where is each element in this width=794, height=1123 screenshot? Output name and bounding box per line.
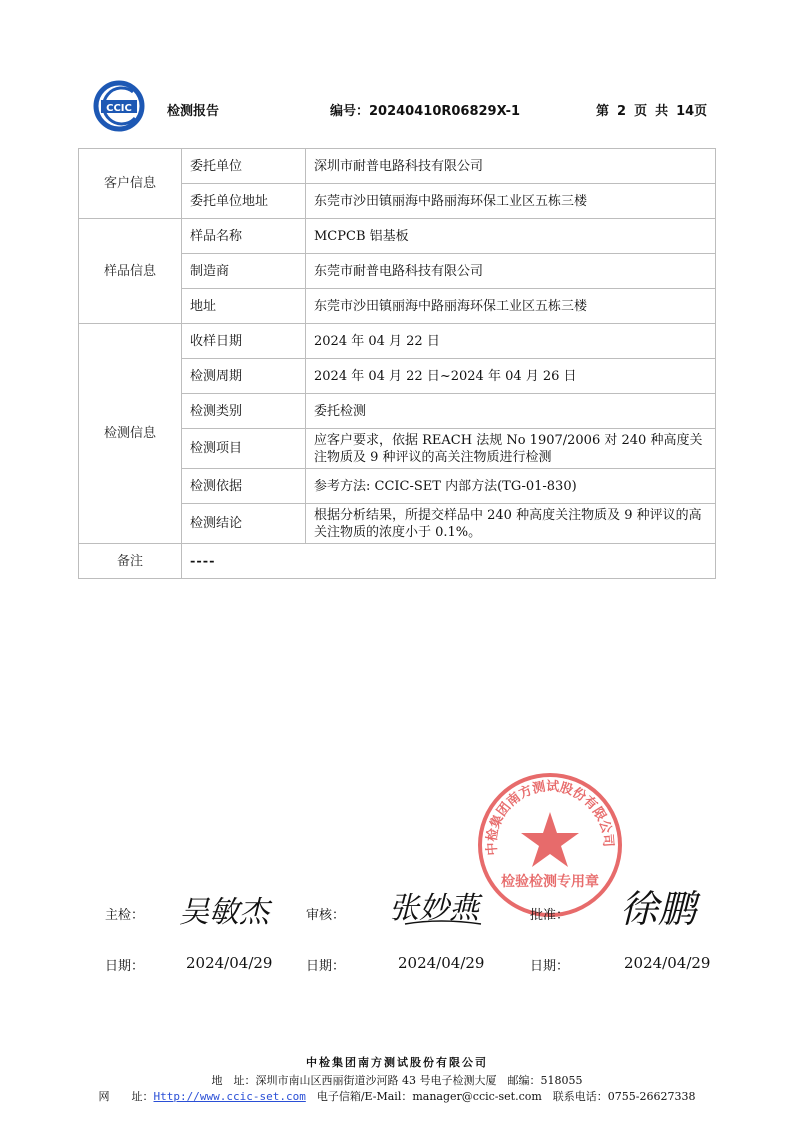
field-label: 样品名称 [182,219,306,254]
report-number: 编号：20240410R06829X-1 [330,104,521,119]
inspector-label: 主检： [105,908,145,923]
field-value: MCPCB 铝基板 [306,219,716,254]
page-indicator: 第 2 页 共 14页 [596,104,708,119]
footer-address: 地 址：深圳市南山区西丽街道沙河路 43 号电子检测大厦 邮编：518055 [211,1074,583,1087]
field-label: 委托单位地址 [182,184,306,219]
svg-text:中检集团南方测试股份有限公司: 中检集团南方测试股份有限公司 [484,779,616,856]
inspector-signature [175,884,285,934]
section-client: 客户信息 [79,149,182,219]
section-test: 检测信息 [79,324,182,544]
report-title: 检测报告 [167,104,220,119]
ccic-logo [93,80,145,132]
field-value: 根据分析结果，所提交样品中 240 种高度关注物质及 9 种评议的高关注物质的浓度小于 0.1%。 [306,504,716,544]
field-label: 委托单位 [182,149,306,184]
inspector-date: 2024/04/29 [186,954,273,972]
field-value: 委托检测 [306,394,716,429]
reviewer-label: 审核： [306,908,346,923]
field-value: 东莞市沙田镇丽海中路丽海环保工业区五栋三楼 [306,184,716,219]
field-label: 检测结论 [182,504,306,544]
svg-text:吴敏杰: 吴敏杰 [179,895,269,930]
section-remarks: 备注 [79,544,182,579]
logo-text: CCIC [106,103,132,114]
footer-contact [0,1088,794,1104]
field-value: 应客户要求，依据 REACH 法规 No 1907/2006 对 240 种高度关注物质及 9 种评议的高关注物质进行检测 [306,429,716,469]
reviewer-date: 2024/04/29 [398,954,485,972]
date-label: 日期： [306,959,346,974]
table-row [79,544,716,579]
field-label: 地址 [182,289,306,324]
reviewer-signature [385,880,495,930]
field-value: 深圳市耐普电路科技有限公司 [306,149,716,184]
table-row [79,324,716,359]
section-sample: 样品信息 [79,219,182,324]
date-label: 日期： [530,959,570,974]
field-value: 东莞市沙田镇丽海中路丽海环保工业区五栋三楼 [306,289,716,324]
svg-text:徐鹏: 徐鹏 [620,887,697,931]
approver-label: 批准： [530,908,570,923]
remarks-value: ---- [182,544,716,579]
field-label: 收样日期 [182,324,306,359]
field-label: 检测依据 [182,469,306,504]
svg-text:检验检测专用章: 检验检测专用章 [501,874,599,890]
website-link[interactable]: Http://www.ccic-set.com [153,1090,306,1103]
field-value: 东莞市耐普电路科技有限公司 [306,254,716,289]
field-label: 制造商 [182,254,306,289]
field-value: 参考方法: CCIC-SET 内部方法(TG-01-830) [306,469,716,504]
field-value: 2024 年 04 月 22 日 [306,324,716,359]
field-label: 检测周期 [182,359,306,394]
approver-date: 2024/04/29 [624,954,711,972]
field-label: 检测项目 [182,429,306,469]
date-label: 日期： [105,959,145,974]
official-seal-stamp [475,770,625,920]
approver-signature [618,880,718,936]
web-label: 网 址： [98,1090,154,1103]
table-row [79,219,716,254]
svg-text:张妙燕: 张妙燕 [389,891,479,926]
footer-company: 中检集团南方测试股份有限公司 [306,1056,488,1069]
report-info-table [78,148,716,579]
email-phone: 电子信箱/E-Mail：manager@ccic-set.com 联系电话：0755-26627338 [305,1090,696,1103]
table-row [79,149,716,184]
field-label: 检测类别 [182,394,306,429]
field-value: 2024 年 04 月 22 日~2024 年 04 月 26 日 [306,359,716,394]
